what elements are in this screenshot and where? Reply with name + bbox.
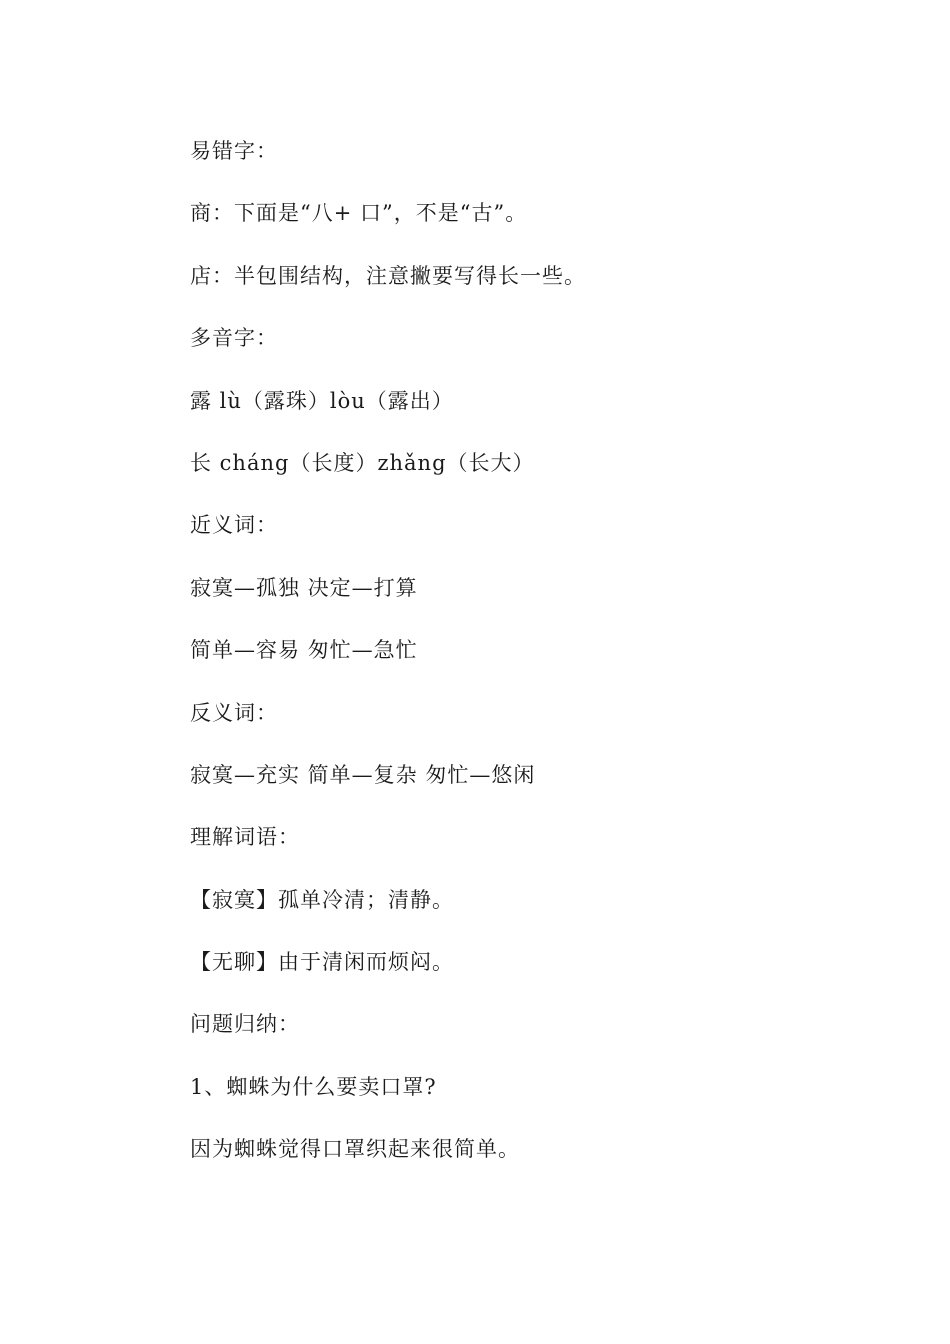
- question-1: 1、蜘蛛为什么要卖口罩?: [190, 1074, 437, 1099]
- vocab-wuliao: 【无聊】由于清闲而烦闷。: [190, 950, 454, 975]
- heading-polyphones: 多音字：: [190, 326, 278, 351]
- answer-1: 因为蜘蛛觉得口罩织起来很简单。: [190, 1137, 520, 1162]
- heading-typos: 易错字：: [190, 139, 278, 163]
- heading-synonyms: 近义词：: [190, 513, 278, 538]
- synonym-line-1: 寂寞—孤独 决定—打算: [190, 575, 418, 600]
- antonym-line: 寂寞—充实 简单—复杂 匆忙—悠闲: [190, 762, 536, 787]
- synonym-line-2: 简单—容易 匆忙—急忙: [190, 638, 418, 663]
- heading-antonyms: 反义词：: [190, 700, 278, 725]
- polyphone-lu: 露 lù（露珠）lòu（露出）: [190, 388, 454, 413]
- vocab-jimo: 【寂寞】孤单冷清；清静。: [190, 887, 454, 912]
- typo-note-shang: 商：下面是“八+ 口”，不是“古”。: [190, 201, 528, 226]
- heading-vocabulary: 理解词语：: [190, 825, 300, 850]
- polyphone-chang: 长 cháng（长度）zhǎng（长大）: [190, 450, 535, 475]
- heading-questions: 问题归纳：: [190, 1012, 300, 1037]
- typo-note-dian: 店：半包围结构，注意撇要写得长一些。: [190, 263, 586, 288]
- document-body: [190, 128, 810, 1189]
